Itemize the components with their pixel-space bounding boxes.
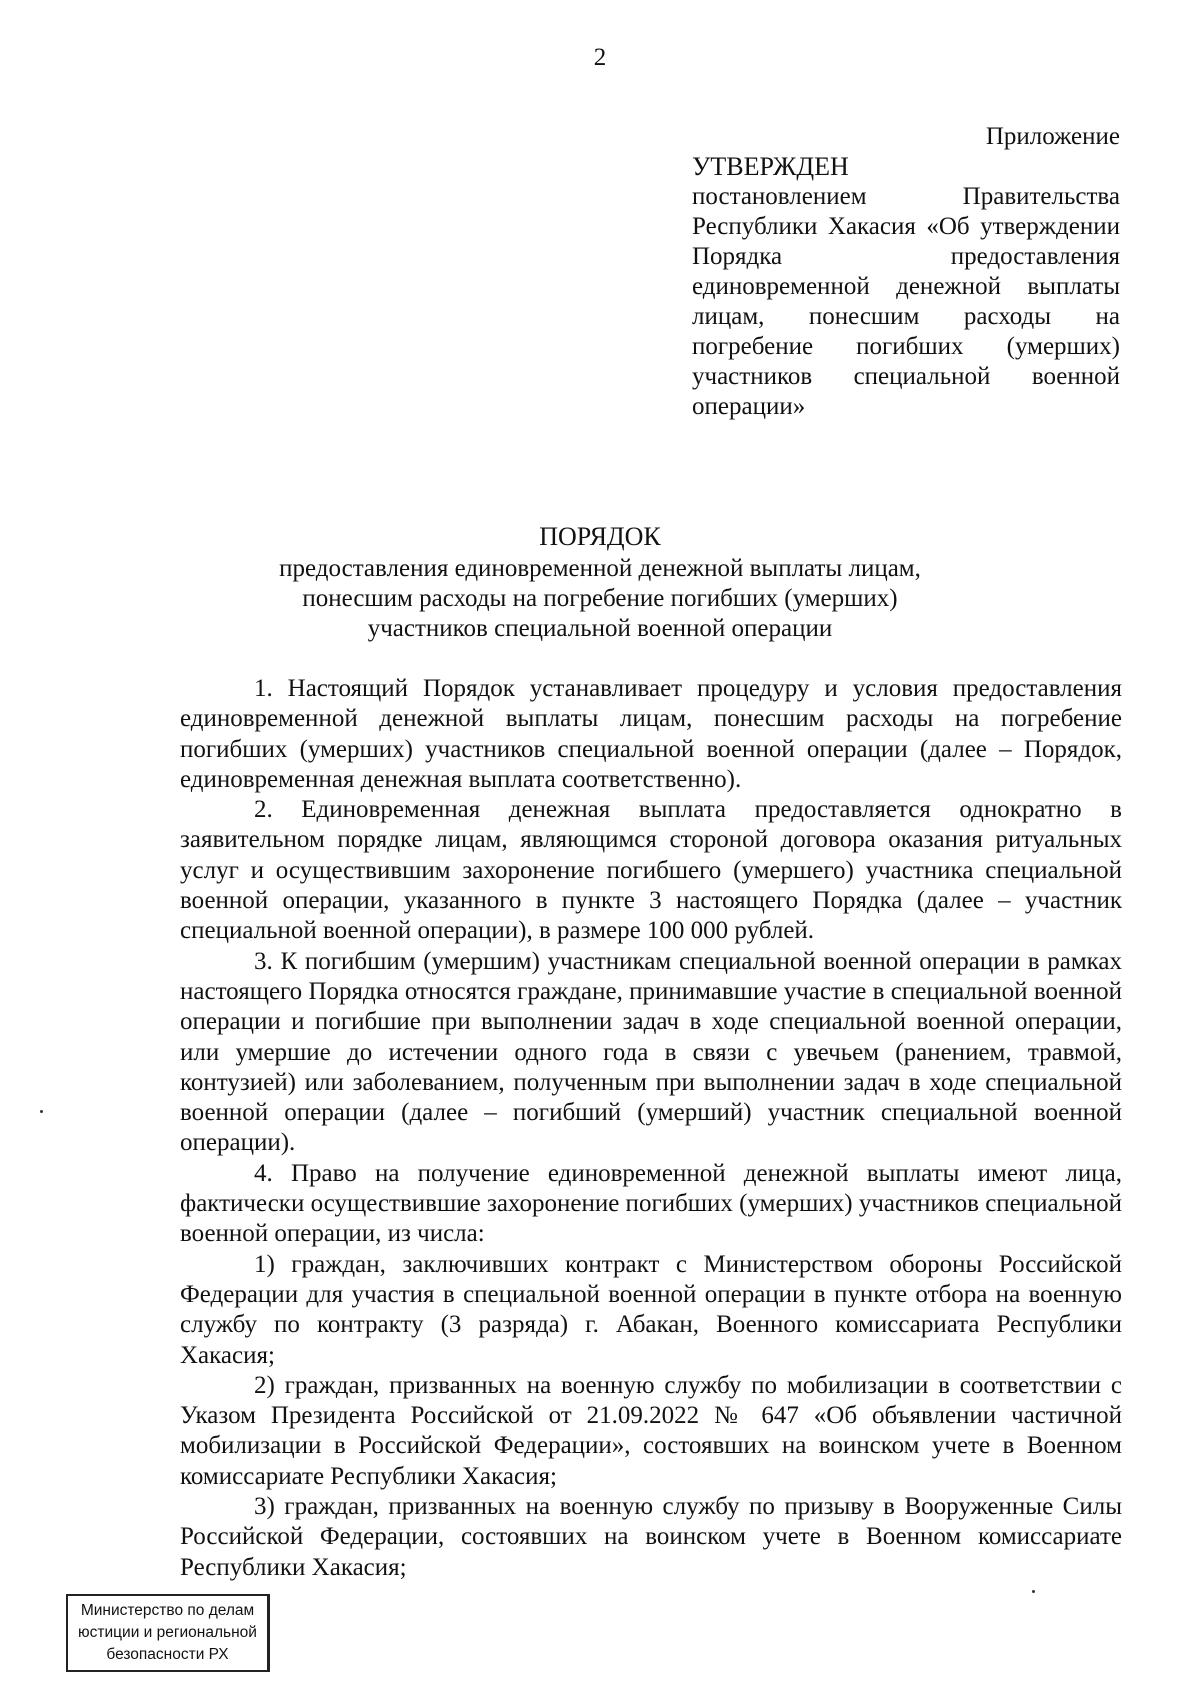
paragraph-1: 1. Настоящий Порядок устанавливает процедуру и условия предоставления единовременной денежной выплаты лицам, понесшим расходы на погребение погибших (умерших) участников специальной военной операции (далее – Порядок, единовременная денежная выплата соответственно). [180, 675, 1122, 793]
paragraph-4-item-2: 2) граждан, призванных на военную службу по мобилизации в соответствии с Указом Президента Российской от 21.09.2022 № 647 «Об объявлении частичной мобилизации в Российской Федерации», состоявших на воинском учете в Военном комиссариате Республики Хакасия; [180, 1371, 1122, 1490]
title-line-1: предоставления единовременной денежной выплаты лицам, [279, 555, 921, 582]
document-body [180, 674, 1122, 1583]
stamp-line-1: Министерство по делам [80, 1602, 255, 1619]
appendix-label: Приложение [985, 123, 1120, 150]
approved-label: УТВЕРЖДЕН [692, 152, 849, 181]
title-line-3: участников специальной военной операции [367, 615, 833, 642]
stamp-line-3: безопасности РХ [106, 1646, 229, 1663]
paragraph-4-item-1: 1) граждан, заключивших контракт с Министерством обороны Российской Федерации для участия в специальной военной операции в пункте отбора на военную службу по контракту (3 разряда) г. Абакан, Военного комиссариата Республики Хакасия; [180, 1250, 1122, 1369]
paragraph-4-item-3: 3) граждан, призванных на военную службу по призыву в Вооруженные Силы Российской Федерации, состоявших на воинском учете в Военном комиссариате Республики Хакасия; [180, 1493, 1122, 1581]
scan-speck [40, 1110, 43, 1113]
title-line-2: понесшим расходы на погребение погибших (умерших) [302, 585, 898, 612]
paragraph-2: 2. Единовременная денежная выплата предоставляется однократно в заявительном порядке лицам, являющимся стороной договора оказания ритуальных услуг и осуществившим захоронение погибшего (умершего) участника специальной военной операции, указанного в пункте 3 настоящего Порядка (далее – участник специальной военной операции), в размере 100 000 рублей. [180, 796, 1122, 945]
ministry-stamp [66, 1594, 270, 1672]
paragraph-4: 4. Право на получение единовременной денежной выплаты имеют лица, фактически осуществившие захоронение погибших (умерших) участников специальной военной операции, из числа: [180, 1159, 1122, 1248]
document-title: ПОРЯДОК [539, 522, 661, 551]
page-number: 2 [593, 44, 607, 71]
document-title-block [150, 522, 1050, 644]
approval-basis: постановлением Правительства Республики Хакасия «Об утверждении Порядка предоставления единовременной денежной выплаты лицам, понесшим расходы на погребение погибших (умерших) участников специальной военной операции» [692, 183, 1120, 420]
scan-speck [1032, 1590, 1035, 1593]
stamp-line-2: юстиции и региональной [78, 1624, 257, 1641]
approval-block [692, 122, 1120, 422]
paragraph-3: 3. К погибшим (умершим) участникам специальной военной операции в рамках настоящего Порядка относятся граждане, принимавшие участие в специальной военной операции и погибшие при выполнении задач в ходе специальной военной операции, или умершие до истечении одного года в связи с увечьем (ранением, травмой, контузией) или заболеванием, полученным при выполнении задач в ходе специальной военной операции (далее – погибший (умерший) участник специальной военной операции). [180, 947, 1122, 1157]
